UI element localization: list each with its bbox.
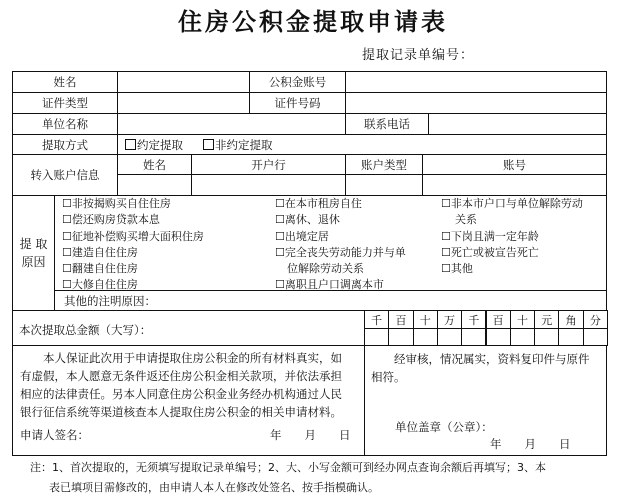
amount-digit-header: 十 [510,310,535,329]
employer-label: 单位名称 [12,113,118,135]
amount-digit-field[interactable] [583,328,608,346]
id-number-field[interactable] [345,92,607,114]
id-type-field[interactable] [117,92,250,114]
amount-digit-field[interactable] [388,328,413,346]
method-label: 提取方式 [12,134,118,155]
declaration-text: 本人保证此次用于申请提取住房公积金的所有材料真实，如 有虚假，本人愿意无条件返还住房公积金相关款项，并依法承担 相应的法律责任。另本人同意住房公积金业务经办机构通过人民 银行征信系统等渠道核查本人提取住房公积金的相关申请材料。 [20,351,342,419]
reason-option[interactable]: ☐大修自住住房 [62,278,138,292]
employer-field[interactable] [117,113,346,135]
reason-option-continued: 关系 [455,213,477,227]
reason-option[interactable]: ☐征地补偿购买增大面积住房 [62,229,204,243]
amount-digit-field[interactable] [413,328,438,346]
reason-option[interactable]: ☐非本市户口与单位解除劳动 [441,197,583,210]
name-field[interactable] [117,71,250,93]
agreed-withdrawal-option[interactable]: 约定提取 [125,137,183,153]
reason-option[interactable]: ☐在本市租房自住 [275,197,362,210]
transfer-name-field[interactable] [117,174,192,196]
reason-column-1 [62,196,204,294]
name-label: 姓名 [12,71,118,93]
reason-label: 提 取 原因 [12,195,55,311]
footnote: 注：1、首次提取的，无须填写提取记录单编号；2、大、小写金额可到经办网点查询余额后再填写；3、本 表已填项目需修改的，由申请人本人在修改处签名、按手指模确认。 [30,461,546,494]
amount-digit-header: 角 [558,310,583,329]
reason-option[interactable]: ☐离职且户口调离本市 [275,278,384,292]
reason-option[interactable]: ☐下岗且满一定年龄 [441,229,539,243]
reason-option[interactable]: ☐死亡或被宣告死亡 [441,245,539,259]
amount-digit-field[interactable] [364,328,389,346]
transfer-account-number-field[interactable] [422,174,607,196]
transfer-account-type-field[interactable] [345,174,423,196]
amount-digit-header: 百 [388,310,413,329]
amount-digit-field[interactable] [486,328,511,346]
amount-digit-header: 十 [413,310,438,329]
fund-account-label: 公积金账号 [249,71,346,93]
id-type-label: 证件类型 [12,92,118,114]
phone-field[interactable] [428,113,607,135]
amount-digit-field[interactable] [461,328,486,346]
amount-digit-field[interactable] [510,328,535,346]
amount-digit-header: 千 [364,310,389,329]
non-agreed-withdrawal-option[interactable]: 非约定提取 [203,137,273,153]
fund-account-field[interactable] [345,71,607,93]
transfer-header-bank: 开户行 [191,154,346,175]
id-number-label: 证件号码 [249,92,346,114]
amount-digit-header: 千 [461,310,486,329]
reason-option-continued: 位解除劳动关系 [287,262,364,276]
method-options [117,134,607,155]
reason-option[interactable]: ☐翻建自住住房 [62,262,138,276]
reason-column-3 [441,196,583,277]
reason-option[interactable]: ☐非按揭购买自住住房 [62,197,171,210]
amount-digit-field[interactable] [437,328,462,346]
verification-text: 经审核，情况属实，资料复印件与原件 相符。 [371,352,590,384]
reason-option[interactable]: ☐建造自住住房 [62,245,138,259]
amount-digit-header: 万 [437,310,462,329]
transfer-header-name: 姓名 [117,154,192,175]
verification-date[interactable]: 年 月 日 [490,437,571,451]
record-number-label: 提取记录单编号： [362,48,475,63]
reason-column-2 [275,196,406,294]
reason-option[interactable]: ☐离休、退休 [275,213,340,227]
amount-digit-header: 百 [486,310,511,329]
amount-digit-field[interactable] [558,328,583,346]
phone-label: 联系电话 [345,113,429,135]
checkbox-icon[interactable] [203,139,214,150]
applicant-signature-label[interactable]: 申请人签名： [20,428,89,442]
amount-label: 本次提取总金额（大写）： [12,310,365,346]
amount-digit-header: 元 [534,310,559,329]
transfer-header-account-type: 账户类型 [345,154,423,175]
reason-option[interactable]: ☐偿还购房贷款本息 [62,213,160,227]
reason-option[interactable]: ☐完全丧失劳动能力并与单 [275,245,406,259]
amount-digit-field[interactable] [534,328,559,346]
reason-option[interactable]: ☐其他 [441,262,473,276]
transfer-account-label: 转入账户信息 [12,154,118,196]
reason-option[interactable]: ☐出境定居 [275,229,329,243]
checkbox-icon[interactable] [125,139,136,150]
seal-label[interactable]: 单位盖章（公章）： [395,420,493,434]
other-reason-field[interactable]: 其他的注明原因： [54,290,607,311]
amount-digit-header: 分 [583,310,608,329]
transfer-header-account-number: 账号 [422,154,607,175]
transfer-bank-field[interactable] [191,174,346,196]
form-title: 住房公积金提取申请表 [178,7,448,36]
applicant-date[interactable]: 年 月 日 [270,428,351,442]
